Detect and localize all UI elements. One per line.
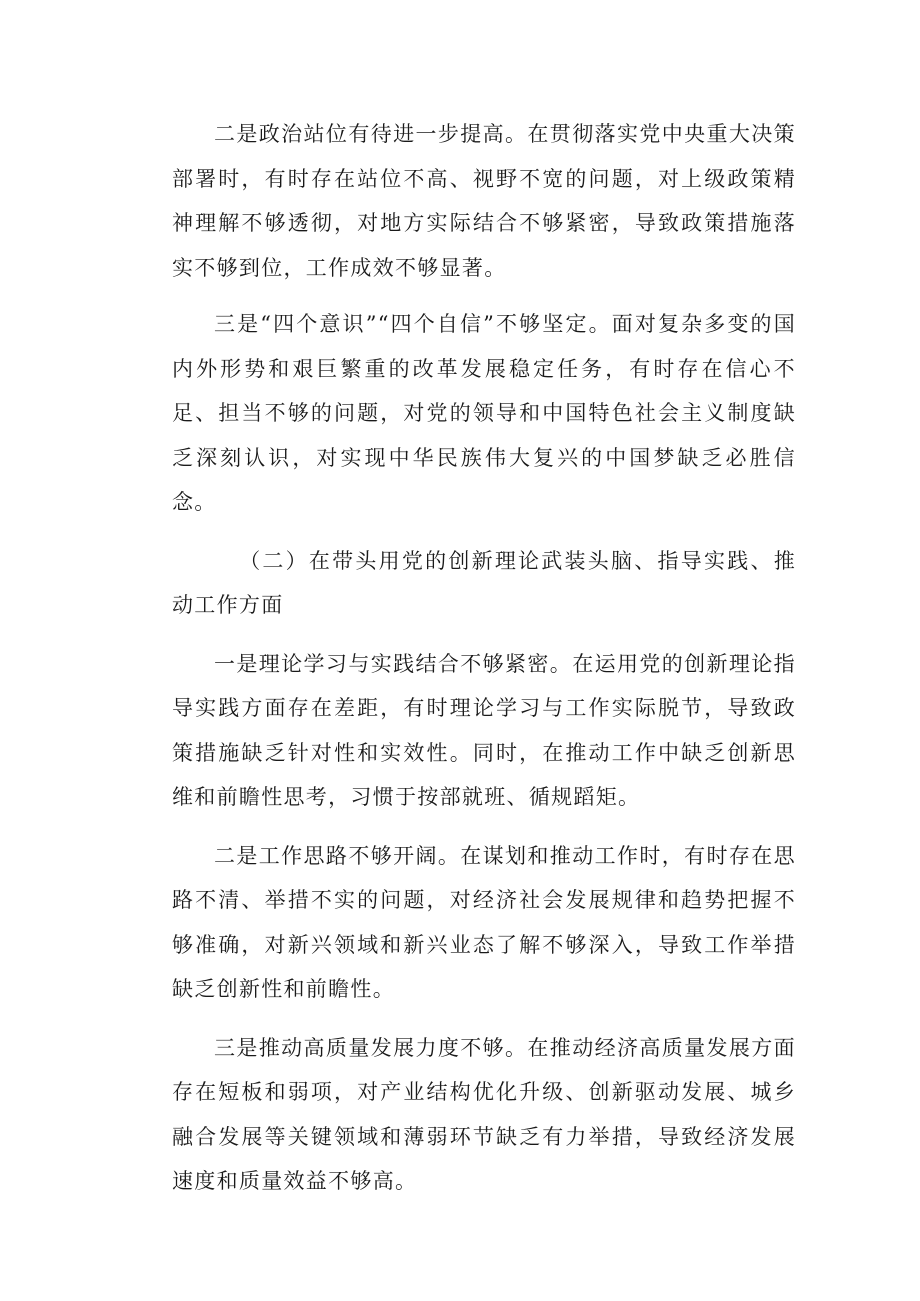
paragraph-four-consciousness: 三是“四个意识”“四个自信”不够坚定。面对复杂多变的国内外形势和艰巨繁重的改革发展稳定任务，有时存在信心不足、担当不够的问题，对党的领导和中国特色社会主义制度缺乏深刻认识，对实现中华民族伟大复兴的中国梦缺乏必胜信念。 — [172, 312, 796, 514]
document-body — [172, 112, 796, 1204]
paragraph-high-quality-development: 三是推动高质量发展力度不够。在推动经济高质量发展方面存在短板和弱项，对产业结构优化升级、创新驱动发展、城乡融合发展等关键领域和薄弱环节缺乏有力举措，导致经济发展速度和质量效益不够高。 — [172, 1035, 796, 1193]
paragraph-work-thinking: 二是工作思路不够开阔。在谋划和推动工作时，有时存在思路不清、举措不实的问题，对经济社会发展规律和趋势把握不够准确，对新兴领域和新兴业态了解不够深入，导致工作举措缺乏创新性和前瞻性。 — [172, 843, 796, 1001]
paragraph-political-stance: 二是政治站位有待进一步提高。在贯彻落实党中央重大决策部署时，有时存在站位不高、视野不宽的问题，对上级政策精神理解不够透彻，对地方实际结合不够紧密，导致政策措施落实不够到位，工作成效不够显著。 — [172, 122, 796, 280]
section-heading-innovation-theory: （二）在带头用党的创新理论武装头脑、指导实践、推动工作方面 — [172, 548, 796, 617]
paragraph-theory-practice: 一是理论学习与实践结合不够紧密。在运用党的创新理论指导实践方面存在差距，有时理论学习与工作实际脱节，导致政策措施缺乏针对性和实效性。同时，在推动工作中缺乏创新思维和前瞻性思考，习惯于按部就班、循规蹈矩。 — [172, 651, 796, 809]
